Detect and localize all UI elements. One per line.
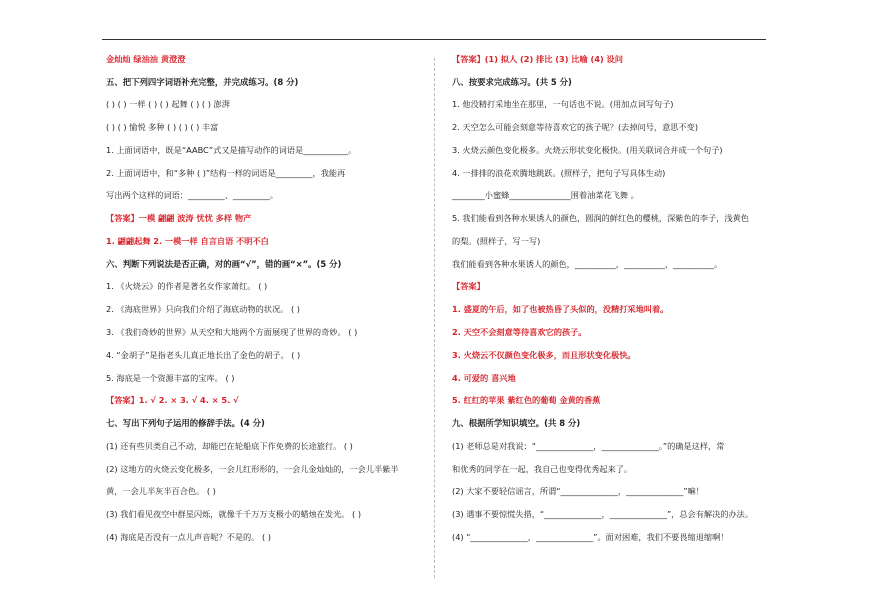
section-8-title: 八、按要求完成练习。(共 5 分) (452, 77, 572, 87)
section-6-title: 六、判断下列说法是否正确，对的画“√”，错的画“×”。(5 分) (106, 259, 342, 269)
task-8-4-example: ________小蜜蜂_______________围着油菜花飞舞 。 (452, 190, 639, 200)
section-5-title: 五、把下列四字词语补充完整，并完成练习。(8 分) (106, 77, 299, 87)
judge-5: 5. 海底是一个资源丰富的宝库。 ( ) (106, 373, 235, 383)
answer-8-5: 5. 红红的苹果 紫红色的葡萄 金黄的香蕉 (452, 395, 601, 405)
task-8-1: 1. 他没精打采地坐在那里，一句话也不说。(用加点词写句子) (452, 99, 674, 109)
column-divider (434, 58, 435, 578)
answer-words-line: 金灿灿 绿油油 黄澄澄 (106, 54, 186, 64)
judge-1: 1. 《火烧云》的作者是著名女作家萧红。 ( ) (106, 281, 268, 291)
judge-2: 2. 《海底世界》只向我们介绍了海底动物的状况。 ( ) (106, 304, 300, 314)
answer-8-1: 1. 盛夏的午后，如了也被热昏了头似的，没精打采地叫着。 (452, 304, 669, 314)
question-5-2: 2. 上面词语中，和“多种 ( )”结构一样的词语是_________，我能再 (106, 168, 346, 178)
task-8-4: 4. 一排排的浪花欢腾地跳跃。(照样子，把句子写具体生动) (452, 168, 666, 178)
fill-9-4: (4) “______________，______________”。面对困难，我们不要畏缩退缩啊！ (452, 532, 729, 542)
task-8-5-cont: 的梨。(照样子，写一写) (452, 236, 541, 246)
fill-9-3: (3) 遇事不要惊慌失措，“______________，______________”，总会有解决的办法。 (452, 509, 754, 519)
task-8-5-blanks: 我们能看到各种水果诱人的颜色，__________，__________，__________。 (452, 259, 723, 269)
fill-9-1-cont: 和优秀的同学在一起，我自己也变得优秀起来了。 (452, 464, 633, 474)
section-7-title: 七、写出下列句子运用的修辞手法。(4 分) (106, 418, 265, 428)
fill-9-2: (2) 大家不要轻信谣言，所谓“______________，______________”嘛！ (452, 486, 704, 496)
answer-5-detail: 1. 翩翩起舞 2. 一模一样 自言自语 不明不白 (106, 236, 269, 246)
blank-row-2: ( ) ( ) 愉悦 多种 ( ) ( ) ( ) 丰富 (106, 122, 219, 132)
answer-5: 【答案】一模 翩翩 波涛 忧忧 多样 物产 (106, 213, 252, 223)
section-9-title: 九、根据所学知识填空。(共 8 分) (452, 418, 581, 428)
rhetoric-1: (1) 还有些贝类自己不动，却能巴在轮船底下作免费的长途旅行。 ( ) (106, 441, 353, 451)
question-5-1: 1. 上面词语中，既是“AABC”式又是描写动作的词语是___________。 (106, 145, 357, 155)
judge-4: 4. “金胡子”是指老头儿真正地长出了金色的胡子。 ( ) (106, 350, 301, 360)
answer-8-4: 4. 可爱的 喜兴地 (452, 373, 516, 383)
task-8-2: 2. 天空怎么可能会刻意等待喜欢它的孩子呢？(去掉问号，意思不变) (452, 122, 699, 132)
blank-row-1: ( ) ( ) 一样 ( ) ( ) 起舞 ( ) ( ) 澎湃 (106, 99, 230, 109)
question-5-2-cont: 写出两个这样的词语：_________、_________。 (106, 190, 278, 200)
answer-8-3: 3. 火烧云不仅颜色变化极多，而且形状变化极快。 (452, 350, 636, 360)
answer-7: 【答案】(1) 拟人 (2) 排比 (3) 比喻 (4) 设问 (452, 54, 623, 64)
page-top-rule (102, 39, 766, 40)
answer-8-label: 【答案】 (452, 281, 485, 291)
answer-8-2: 2. 天空不会刻意等待喜欢它的孩子。 (452, 327, 587, 337)
rhetoric-4: (4) 海底是否没有一点儿声音呢？不是的。 ( ) (106, 532, 271, 542)
task-8-5: 5. 我们能看到各种水果诱人的颜色，圆润的鲜红色的樱桃，深紫色的李子，浅黄色 (452, 213, 749, 223)
task-8-3: 3. 火烧云颜色变化极多。火烧云形状变化极快。(用关联词合并成一个句子) (452, 145, 723, 155)
fill-9-1: (1) 老师总是对我说：“______________，______________。”的确是这样，常 (452, 441, 725, 451)
rhetoric-2-cont: 黄，一会儿半灰半百合色。 ( ) (106, 486, 216, 496)
rhetoric-3: (3) 我们看见夜空中群星闪烁，就像千千万万支极小的蜡烛在发光。 ( ) (106, 509, 362, 519)
rhetoric-2: (2) 这地方的火烧云变化极多，一会儿红形形的，一会儿金灿灿的，一会儿半紫半 (106, 464, 399, 474)
judge-3: 3. 《我们奇妙的世界》从天空和大地两个方面展现了世界的奇妙。 ( ) (106, 327, 358, 337)
answer-6: 【答案】1. √ 2. × 3. √ 4. × 5. √ (106, 395, 239, 405)
